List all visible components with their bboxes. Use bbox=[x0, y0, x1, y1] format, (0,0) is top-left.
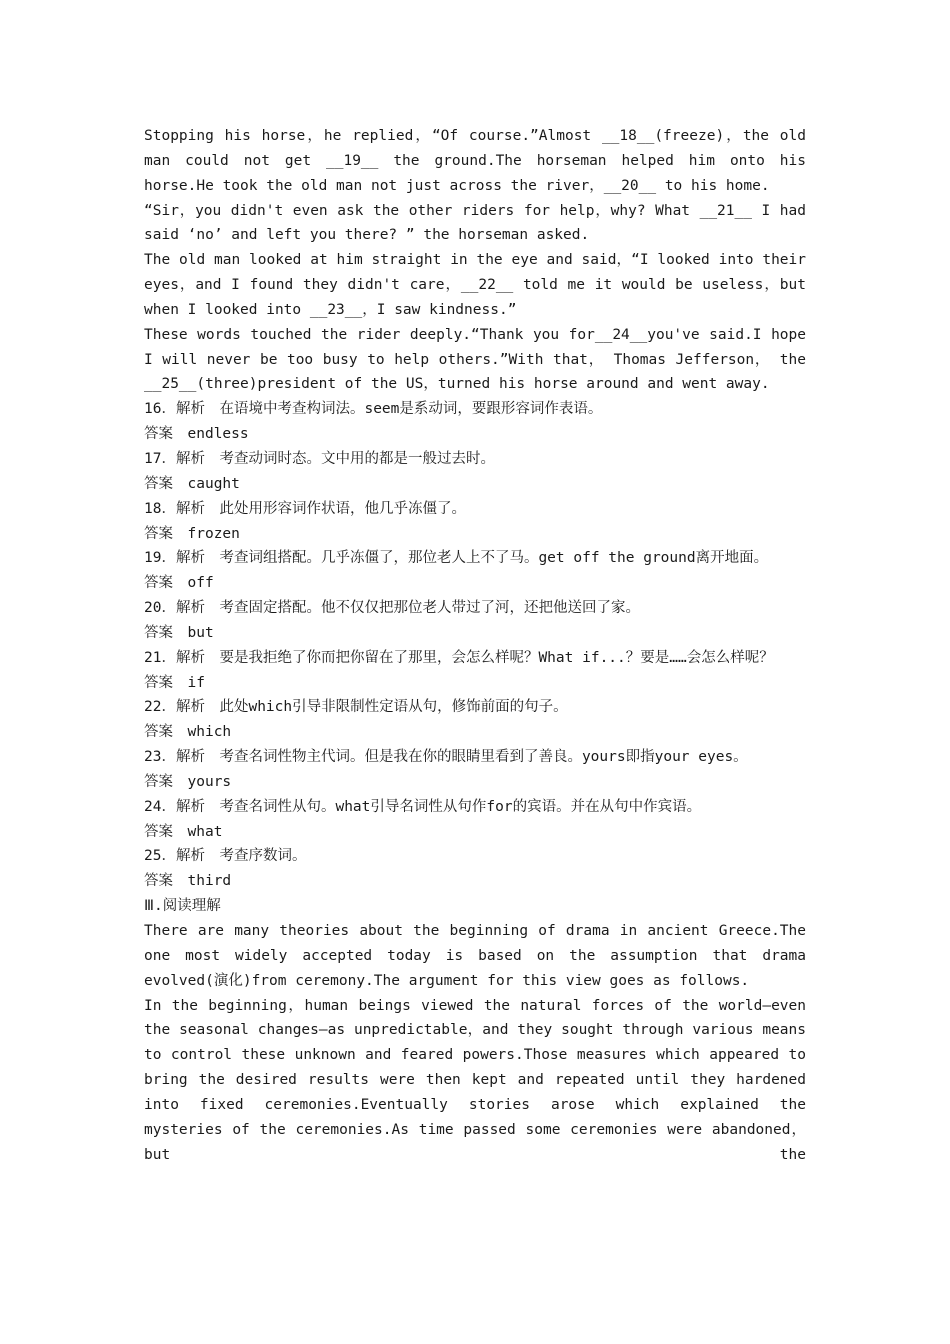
answer-21: 答案 if bbox=[144, 674, 205, 691]
answer-25: 答案 third bbox=[144, 873, 232, 890]
answer-22: 答案 which bbox=[144, 724, 232, 741]
story-paragraph-3: The old man looked at him straight in the eye and said，“I looked into their eyes，and I found they didn't care，__22__ told me it would be useless，but when I looked into __23__，I saw kindness.” bbox=[144, 252, 806, 318]
answer-23: 答案 yours bbox=[144, 773, 232, 790]
story-paragraph-2: “Sir，you didn't even ask the other riders for help，why? What __21__ I had said ‘no’ and left you there? ” the horseman asked. bbox=[144, 202, 806, 244]
answer-16: 答案 endless bbox=[144, 426, 249, 443]
analysis-23: 23．解析 考查名词性物主代词。但是我在你的眼睛里看到了善良。yours即指your eyes。 bbox=[144, 749, 748, 766]
analysis-25: 25．解析 考查序数词。 bbox=[144, 848, 307, 865]
answer-19: 答案 off bbox=[144, 575, 214, 592]
story-paragraph-4: These words touched the rider deeply.“Thank you for__24__you've said.I hope I will never be too busy to help others.”With that， Thomas Jefferson， the __25__(three)president of the US，turned his horse around and went away. bbox=[144, 326, 806, 393]
story-paragraph-1: Stopping his horse，he replied，“Of course.”Almost __18__(freeze)，the old man could not get __19__ the ground.The horseman helped him onto his horse.He took the old man not just across the river，__20__ to his home. bbox=[144, 128, 806, 194]
analysis-24: 24．解析 考查名词性从句。what引导名词性从句作for的宾语。并在从句中作宾语。 bbox=[144, 798, 702, 815]
analysis-20: 20．解析 考查固定搭配。他不仅仅把那位老人带过了河，还把他送回了家。 bbox=[144, 600, 640, 617]
document-page bbox=[144, 124, 806, 1167]
analysis-18: 18．解析 此处用形容词作状语，他几乎冻僵了。 bbox=[144, 500, 466, 517]
answer-24: 答案 what bbox=[144, 823, 223, 840]
section-heading: Ⅲ.阅读理解 bbox=[144, 898, 221, 915]
analysis-16: 16．解析 在语境中考查构词法。seem是系动词，要跟形容词作表语。 bbox=[144, 401, 603, 418]
analysis-22: 22．解析 此处which引导非限制性定语从句，修饰前面的句子。 bbox=[144, 699, 568, 716]
reading-paragraph-1: There are many theories about the beginning of drama in ancient Greece.The one most widely accepted today is based on the assumption that drama evolved(演化)from ceremony.The argument for this view goes as follows. bbox=[144, 923, 806, 989]
answer-17: 答案 caught bbox=[144, 475, 240, 492]
reading-paragraph-2: In the beginning，human beings viewed the natural forces of the world—even the seasonal changes—as unpredictable，and they sought through various means to control these unknown and feared powers.Those measures which appeared to bring the desired results were then kept and repeated until they hardened into fixed ceremonies.Eventually stories arose which explained the mysteries of the ceremonies.As time passed some ceremonies were abandoned， but the bbox=[144, 997, 806, 1163]
analysis-19: 19．解析 考查词组搭配。几乎冻僵了，那位老人上不了马。get off the ground离开地面。 bbox=[144, 550, 769, 567]
analysis-17: 17．解析 考查动词时态。文中用的都是一般过去时。 bbox=[144, 450, 495, 467]
answer-20: 答案 but bbox=[144, 624, 214, 641]
answer-18: 答案 frozen bbox=[144, 525, 240, 542]
analysis-21: 21．解析 要是我拒绝了你而把你留在了那里，会怎么样呢？What if...？要是……会怎么样呢？ bbox=[144, 649, 774, 666]
